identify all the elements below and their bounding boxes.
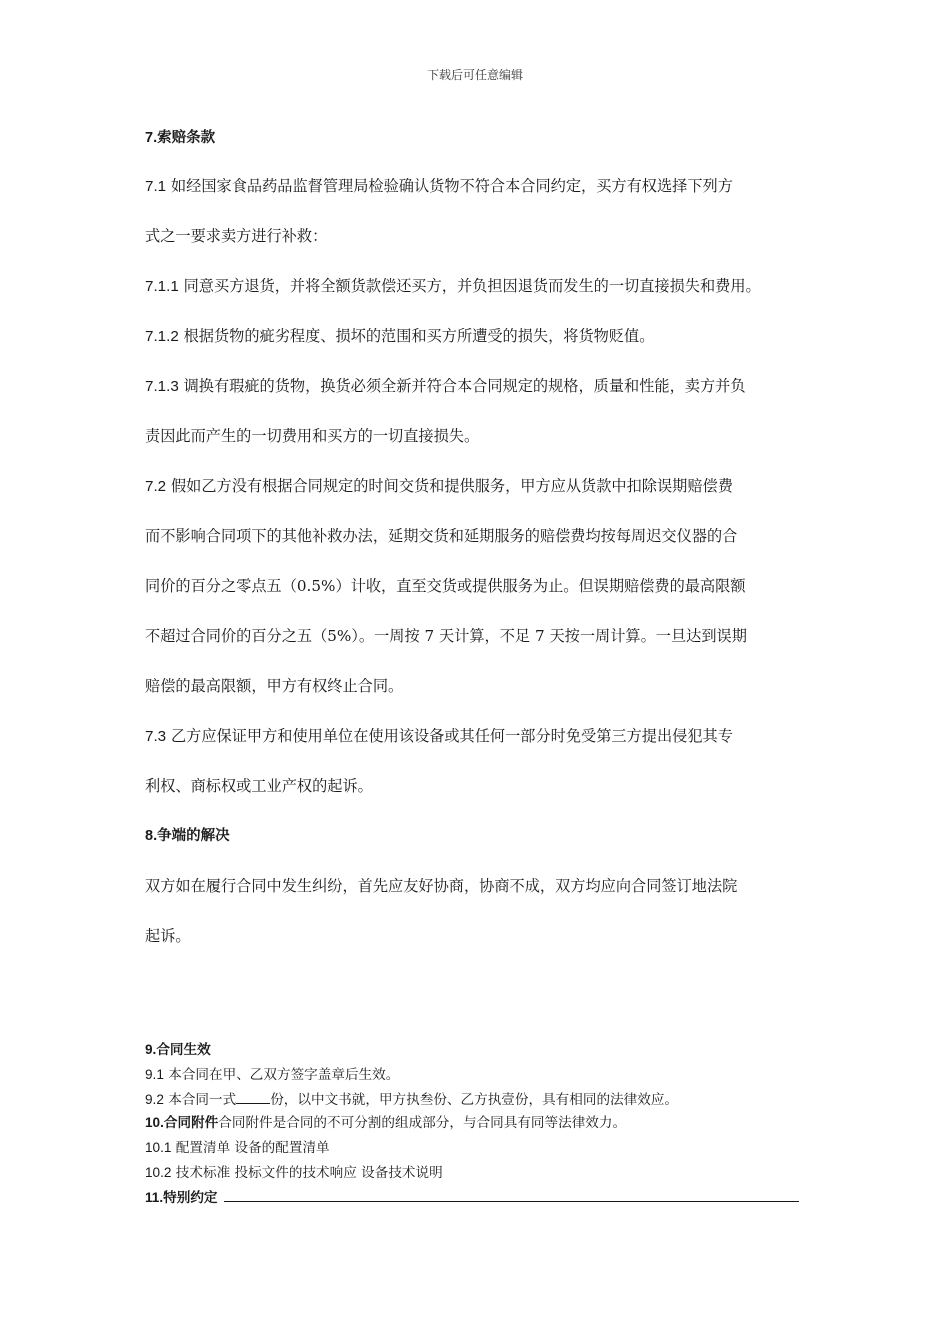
clause-7-2-line-4: 不超过合同价的百分之五（5%）。一周按 7 天计算，不足 7 天按一周计算。一旦达到误期 (145, 627, 747, 645)
clause-text: 同意买方退货，并将全额货款偿还买方，并负担因退货而发生的一切直接损失和费用。 (178, 277, 761, 295)
clause-text: 如经国家食品药品监督管理局检验确认货物不符合本合同约定，买方有权选择下列方 (166, 177, 733, 195)
clause-10-2 (145, 1164, 443, 1182)
clause-7-2-line-2: 而不影响合同项下的其他补救办法，延期交货和延期服务的赔偿费均按每周迟交仪器的合 (145, 527, 738, 545)
clause-7-1-line-2: 式之一要求卖方进行补救： (145, 227, 328, 245)
clause-text: 本合同在甲、乙双方签字盖章后生效。 (163, 1067, 400, 1083)
clause-number: 7.1 (145, 178, 167, 195)
section-11-heading: 11.特别约定 (145, 1190, 218, 1205)
clause-7-1-3-line-1 (145, 376, 746, 397)
clause-9-2 (145, 1091, 678, 1109)
clause-text: 调换有瑕疵的货物，换货必须全新并符合本合同规定的规格，质量和性能，卖方并负 (178, 377, 746, 395)
page-header: 下载后可任意编辑 (426, 68, 523, 82)
section-11-line (145, 1189, 799, 1207)
clause-7-3-line-1 (145, 726, 733, 747)
section-8-line-1: 双方如在履行合同中发生纠纷，首先应友好协商，协商不成，双方均应向合同签订地法院 (145, 877, 738, 895)
clause-text: 配置清单 设备的配置清单 (171, 1140, 330, 1156)
clause-7-2-line-3: 同价的百分之零点五（0.5%）计收，直至交货或提供服务为止。但误期赔偿费的最高限额 (145, 577, 746, 595)
copies-blank (236, 1101, 270, 1104)
clause-7-2-line-5: 赔偿的最高限额，甲方有权终止合同。 (145, 677, 404, 695)
clause-text: 假如乙方没有根据合同规定的时间交货和提供服务，甲方应从货款中扣除误期赔偿费 (166, 477, 733, 495)
clause-7-1-1 (145, 276, 761, 297)
section-8-line-2: 起诉。 (145, 927, 191, 945)
section-8-heading: 8.争端的解决 (145, 828, 230, 844)
clause-10-1 (145, 1139, 330, 1157)
clause-number: 7.1.3 (145, 378, 179, 395)
clause-number: 7.2 (145, 478, 167, 495)
clause-number: 10.2 (145, 1165, 172, 1180)
clause-text: 乙方应保证甲方和使用单位在使用该设备或其任何一部分时免受第三方提出侵犯其专 (166, 727, 733, 745)
clause-number: 10.1 (145, 1140, 172, 1155)
clause-text: 根据货物的疵劣程度、损坏的范围和买方所遭受的损失，将货物贬值。 (178, 327, 655, 345)
section-9-heading: 9.合同生效 (145, 1042, 211, 1057)
clause-7-1-2 (145, 326, 654, 347)
section-10-text: 合同附件是合同的不可分割的组成部分，与合同具有同等法律效力。 (218, 1115, 627, 1131)
clause-text: 本合同一式 (163, 1092, 237, 1108)
section-7-heading: 7.索赔条款 (145, 130, 216, 146)
clause-number: 7.1.1 (145, 278, 179, 295)
clause-9-1 (145, 1066, 399, 1084)
section-10-heading-line (145, 1114, 626, 1132)
clause-7-1-line-1 (145, 176, 733, 197)
clause-7-2-line-1 (145, 476, 733, 497)
clause-number: 7.1.2 (145, 328, 179, 345)
section-10-heading: 10.合同附件 (145, 1115, 219, 1130)
special-terms-blank-line (224, 1199, 799, 1202)
clause-number: 9.1 (145, 1067, 164, 1082)
clause-text-rest: 份，以中文书就，甲方执叁份、乙方执壹份，具有相同的法律效应。 (270, 1092, 679, 1108)
clause-number: 9.2 (145, 1092, 164, 1107)
clause-7-1-3-line-2: 责因此而产生的一切费用和买方的一切直接损失。 (145, 427, 480, 445)
clause-text: 技术标准 投标文件的技术响应 设备技术说明 (171, 1165, 443, 1181)
clause-number: 7.3 (145, 728, 167, 745)
clause-7-3-line-2: 利权、商标权或工业产权的起诉。 (145, 777, 373, 795)
